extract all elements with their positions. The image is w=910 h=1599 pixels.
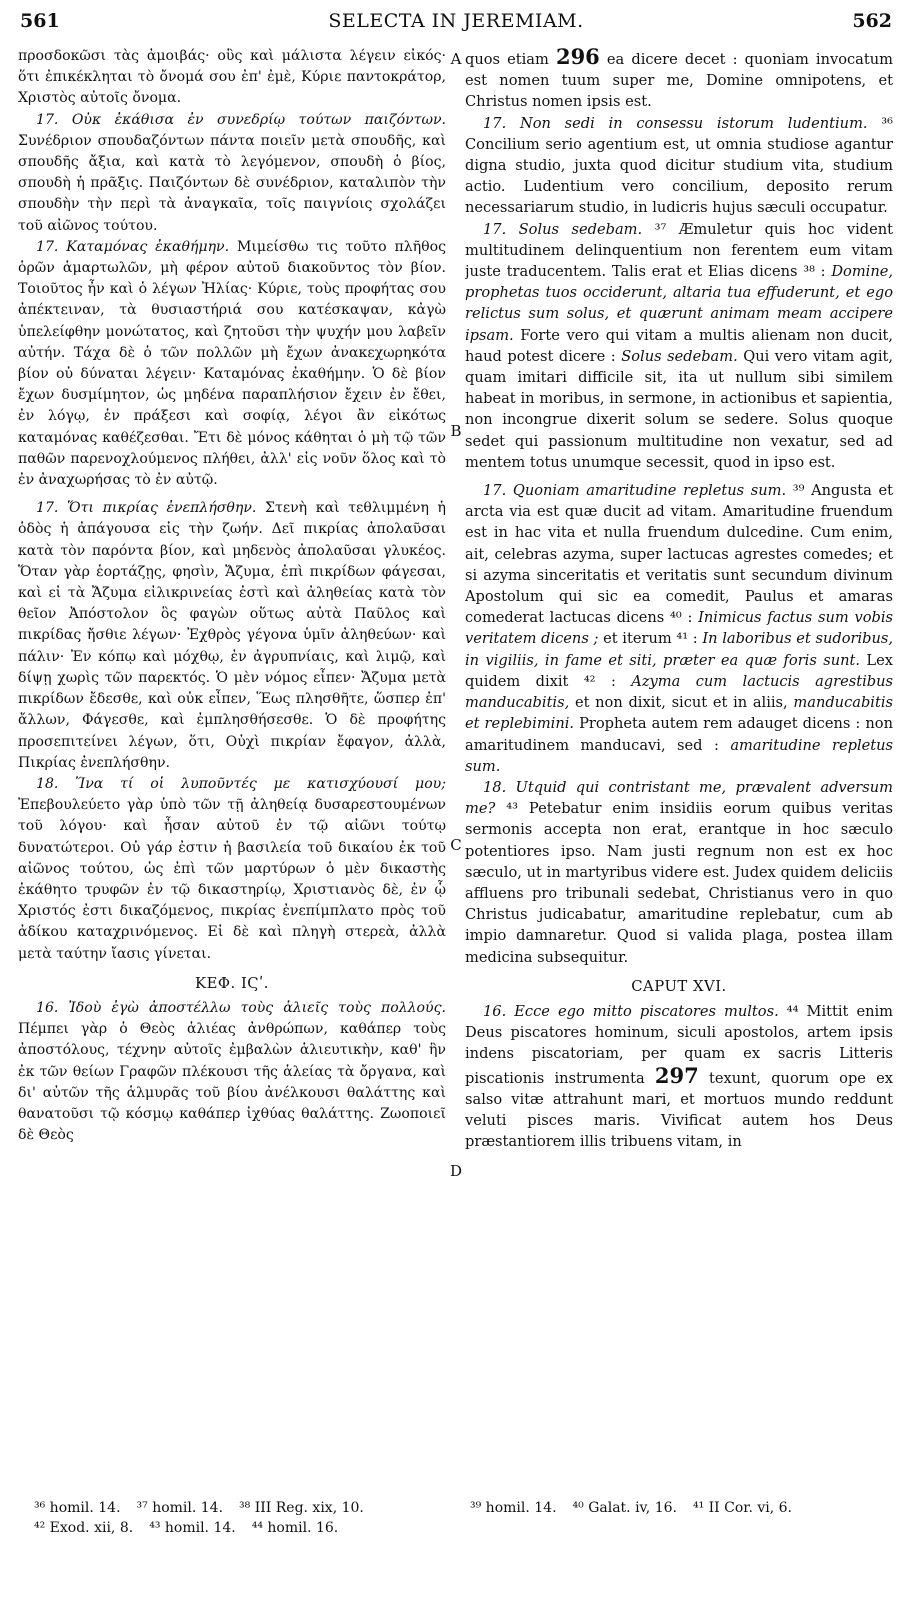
column-marker-a: A <box>450 50 462 68</box>
page-number-left: 561 <box>20 10 60 32</box>
latin-quote: manducabitis et replebimini. <box>465 694 893 733</box>
latin-column <box>465 46 893 1486</box>
footnote: ³⁹ homil. 14. <box>470 1500 557 1516</box>
footnote: ⁴¹ II Cor. vi, 6. <box>692 1500 792 1516</box>
running-title: SELECTA IN JEREMIAM. <box>328 10 584 32</box>
footnote: ³⁶ homil. 14. <box>34 1500 121 1516</box>
column-number: 296 <box>555 46 600 69</box>
latin-text: Lex quidem dixit ⁴² : <box>465 651 893 690</box>
latin-text: Propheta autem rem adauget dicens : non amaritudinem manducavi, sed : <box>465 715 893 754</box>
footnote-line <box>34 1498 444 1518</box>
latin-text: Forte vero qui vitam a multis alienam non ducit, haud potest dicere : <box>465 326 893 365</box>
latin-text: ³⁹ Angusta et arcta via est quæ ducit ad vitam. Amaritudine fruendum est in hac vita et nulla fruendum dulcedine. Cum enim, ait, celebras azyma, super lactucas agrestes comedes; et si azyma sinceritatis et veritatis sunt secundum divinum Apostolum qui sic ea comedit, Paulus et amaras comederat lactucas dicens ⁴⁰ : <box>465 482 893 627</box>
greek-text: Πέμπει γὰρ ὁ Θεὸς ἁλιέας ἀνθρώπων, καθάπερ τοὺς ἀποστόλους, τέχνην αὐτοῖς ἐμβαλὼν ἁλιευτικὴν, καθ' ἣν ἐκ τῶν θείων Γραφῶν πλέκουσι τῆς ἁλείας τὰ ὄργανα, καὶ δι' αὐτῶν τῆς ἁλμυρᾶς τοῦ βίου ἀνέλκουσι θαλάττης καὶ θανατοῦσι τῷ κόσμῳ καθάπερ ἰχθύας θαλάττης. Ζωοποιεῖ δὲ Θεὸς <box>18 1021 446 1144</box>
greek-column <box>18 46 446 1486</box>
latin-text: ⁴⁴ Mittit enim Deus piscatores hominum, siculi apostolos, artem ipsis indens piscatoriam, per quam ex sacris Litteris piscationis instrumenta <box>465 1002 893 1087</box>
greek-lemma: 18. Ἵνα τί οἱ λυποῦντές με κατισχύουσί μου; <box>36 775 446 792</box>
latin-paragraph <box>465 113 893 219</box>
latin-paragraph <box>465 219 893 473</box>
greek-chapter-heading: ΚΕΦ. ΙϚʹ. <box>195 974 269 992</box>
latin-quote: In laboribus et sudoribus, in vigiliis, in fame et siti, præter ea quæ foris sunt. <box>465 630 893 669</box>
latin-paragraph <box>465 46 893 113</box>
footnote: ³⁷ homil. 14. <box>136 1500 224 1516</box>
greek-text: Ἐπεβουλεύετο γὰρ ὑπὸ τῶν τῇ ἀληθείᾳ δυσαρεστουμένων τοῦ λόγου· καὶ ἦσαν αὐτοῦ ἐν τῷ αἰῶνι τούτῳ δυνατώτεροι. Οὐ γάρ ἐστιν ἡ βασιλεία τοῦ δικαίου ἐκ τοῦ αἰῶνος τούτου, ὡς ἐπὶ τῶν μαρτύρων ὁ μὲν δικαστὴς ἐκάθητο τρυφῶν ἐν τῷ δικαστηρίῳ, Χριστιανὸς δὲ, ἐν ᾧ Χριστός ἐστι δικαζόμενος, πικρίας ἐνεπίμπλατο πρὸς τοῦ ἀδίκου καταχρινόμενος. Εἰ δὲ καὶ πληγὴ στερεὰ, ἀλλὰ μετὰ ταύτην ἴασις γίνεται. <box>18 797 446 962</box>
latin-chapter-heading: CAPUT XVI. <box>631 977 727 995</box>
latin-lemma: 17. Quoniam amaritudine repletus sum. <box>483 482 787 500</box>
greek-text: Μιμείσθω τις τοῦτο πλῆθος ὁρῶν ἁμαρτωλῶν, μὴ φέρον αὐτοῦ διακοῦντος τὸν βίον. Τοιοῦτος ἦν καὶ ὁ λέγων Ἠλίας· Κύριε, τοὺς προφήτας σου ἀπέκτειναν, τὰ θυσιαστήριά σου κατέσκαψαν, κἀγὼ ὑπελείφθην μονώτατος, καὶ ζητοῦσι τὴν ψυχήν μου λαβεῖν αὐτήν. Τάχα δὲ ὁ τῶν πολλῶν μὴ ἔχων ἀνακεχωρηκότα βίον οὐ δύναται λέγειν· Καταμόνας ἐκαθήμην. Ὁ δὲ βίον ἔχων δυσμίμητον, ὡς μηδένα παραπλήσιον ἔχειν ἐν ἔθει, ἐν λόγῳ, ἐν πράξεσι καὶ σοφίᾳ, λέγοι ἂν εἰκότως καταμόνας καθέζεσθαι. Ἔτι δὲ μόνος κάθηται ὁ μὴ τῷ τῶν παθῶν παρενοχλούμενος πλήθει, ἀλλ' εἰς νοῦν ὅλος καὶ τὸ ἐν ἀναχωρήσας τὸ ἐν αὐτῷ. <box>18 238 446 489</box>
column-number: 297 <box>654 1062 699 1088</box>
footnotes-left <box>34 1498 444 1538</box>
footnote: ⁴³ homil. 14. <box>149 1520 236 1536</box>
latin-lemma: 18. Utquid qui contristant me, prævalent adversum me? <box>465 778 893 818</box>
latin-quote: Solus sedebam. <box>621 347 738 365</box>
latin-paragraph <box>465 777 893 968</box>
latin-quote: amaritudine repletus sum. <box>465 736 893 775</box>
latin-quote: Domine, prophetas tuos occiderunt, altaria tua effuderunt, et ego relictus sum solus, et quærunt animam meam accipere ipsam. <box>465 263 893 344</box>
page-number-right: 562 <box>852 10 892 32</box>
footnote: ⁴⁴ homil. 16. <box>251 1520 339 1536</box>
greek-paragraph <box>18 237 446 491</box>
latin-text: ³⁷ Æmuletur quis hoc vident multitudinem delinquentium non ferentem eum vitam juste traducentem. Talis erat et Elias dicens ³⁸ : <box>465 220 893 281</box>
latin-text: ⁴³ Petebatur enim insidiis eorum quibus veritas sermonis accepta non erat, erantque in hoc sæculo potentiores ipso. Nam justi regnum non est ex hoc sæculo, ut in martyribus videre est. Judex quidem deliciis affluens pro tribunali sedebat, Christianus vero in quo Christus judicabatur, amaritudine replebatur, cum ab impio damnaretur. Quod si valida plaga, postea illam medicina subsequitur. <box>465 800 893 966</box>
greek-paragraph <box>18 498 446 774</box>
latin-quote: Azyma cum lactucis agrestibus manducabitis, <box>465 672 893 712</box>
footnote: ³⁸ III Reg. xix, 10. <box>239 1500 364 1516</box>
latin-text: texunt, quorum ope ex salso vitæ attrahunt mari, et mortuos mundo reddunt veluti pisces maris. Vivificat autem hos Deus præstantiorem illis tribuens vitam, in <box>465 1069 893 1151</box>
footnote-line <box>470 1498 890 1518</box>
latin-text: ea dicere decet : quoniam invocatum est nomen tuum super me, Domine omnipotens, et Christus nomen ipsis est. <box>465 51 893 111</box>
greek-paragraph: προσδοκῶσι τὰς ἀμοιβάς· οὓς καὶ μάλιστα λέγειν εἰκός· ὅτι ἐπικέκληται τὸ ὄνομά σου ἐπ' ἐμὲ, Κύριε παντοκράτορ, Χριστὸς αὐτοῖς ὄνομα. <box>18 48 446 107</box>
column-marker-d: D <box>449 1162 463 1180</box>
greek-text: Στενὴ καὶ τεθλιμμένη ἡ ὁδὸς ἡ ἀπάγουσα εἰς τὴν ζωήν. Δεῖ πικρίας ἀπολαῦσαι κατὰ τὸν παρόντα βίον, καὶ μηδενὸς ἀπολαῦσαι γλυκέος. Ὅταν γὰρ ἑορτάζῃς, φησὶν, Ἄζυμα, ἐπὶ πικρίδων φάγεσαι, καὶ εἰ τὰ Ἄζυμα εἰλικρινείας ἐστὶ καὶ ἀληθείας κατὰ τὸν θεῖον Ἀπόστολον ὃς φαγὼν οὕτως αὐτὰ Παῦλος καὶ πικρίδας ἤσθιε λέγων· Ἐχθρὸς γέγονα ὑμῖν ἀληθεύων· καὶ πάλιν· Ἐν κόπῳ καὶ μόχθῳ, ἐν ἀγρυπνίαις, καὶ λιμῷ, καὶ δίψῃ χωρὶς τῶν παρεκτός. Ὁ μὲν νόμος εἶπεν· Ἄζυμα μετὰ πικρίδων ἔδεσθε, καὶ οὐκ εἶπεν, Ἕως πλησθῆτε, ὥσπερ ἐπ' ἄλλων, Φάγεσθε, καὶ ἐμπλησθήσεσθε. Ὁ δὲ προφήτης προσεπιτείνει λέγων, ὅτι, Οὐχὶ πικρίαν ἔφαγον, ἀλλὰ, Πικρίας ἐνεπλήσθην. <box>18 500 446 771</box>
latin-text: et non dixit, sicut et in aliis, <box>569 694 794 712</box>
greek-lemma: 17. Οὐκ ἐκάθισα ἐν συνεδρίῳ τούτων παιζόντων. <box>36 111 446 128</box>
greek-paragraph <box>18 774 446 965</box>
greek-paragraph <box>18 110 446 237</box>
latin-lemma: 17. Non sedi in consessu istorum ludentium. <box>483 114 868 132</box>
footnotes-right <box>470 1498 890 1518</box>
latin-text: quos etiam <box>465 51 556 68</box>
footnote-line <box>34 1518 444 1538</box>
running-header <box>20 8 892 38</box>
greek-lemma: 16. Ἰδοὺ ἐγὼ ἀποστέλλω τοὺς ἁλιεῖς τοὺς πολλούς. <box>36 999 446 1016</box>
footnote: ⁴⁰ Galat. iv, 16. <box>572 1500 677 1516</box>
latin-paragraph <box>465 480 893 777</box>
latin-text: et iterum ⁴¹ : <box>598 630 703 648</box>
latin-lemma: 17. Solus sedebam. <box>483 220 643 238</box>
footnote: ⁴² Exod. xii, 8. <box>34 1520 134 1536</box>
latin-paragraph <box>465 1001 893 1152</box>
latin-lemma: 16. Ecce ego mitto piscatores multos. <box>483 1002 779 1020</box>
column-marker-c: C <box>450 836 462 854</box>
latin-quote: Inimicus factus sum vobis veritatem dicens ; <box>465 609 893 648</box>
greek-lemma: 17. Ὅτι πικρίας ἐνεπλήσθην. <box>36 500 257 517</box>
greek-lemma: 17. Καταμόνας ἐκαθήμην. <box>36 238 230 255</box>
column-marker-b: B <box>450 422 462 440</box>
greek-text: Συνέδριον σπουδαζόντων πάντα ποιεῖν μετὰ σπουδῆς, καὶ σπουδῆς ἄξια, καὶ κατὰ τὸ λεγόμενον, σπουδὴ ὁ βίος, σπουδὴ ἡ πρᾶξις. Παιζόντων δὲ συνέδριον, καταλιπὸν τὴν σπουδὴν τὴν περὶ τὰ ἀναγκαῖα, τοῖς παιγνίοις σχολάζει τοῦ αἰῶνος τούτου. <box>18 132 446 234</box>
latin-text: ³⁶ Concilium serio agentium est, ut omnia studiose agantur digna studio, juxta quod dicitur studium vita, studium actio. Ludentium vero concilium, deposito rerum necessariarum studio, in ludicris hujus sæculi occupatur. <box>465 114 893 217</box>
latin-text: Qui vero vitam agit, quam imitari difficile sit, ita ut nullum sibi similem habeat in moribus, in sermone, in actionibus et sapientia, non incongrue dixerit solum se sedere. Solus quoque sedet qui passionum multitudine non vexatur, sed ad mentem totus unumque secessit, quod in ipso est. <box>465 347 893 471</box>
greek-paragraph <box>18 998 446 1146</box>
